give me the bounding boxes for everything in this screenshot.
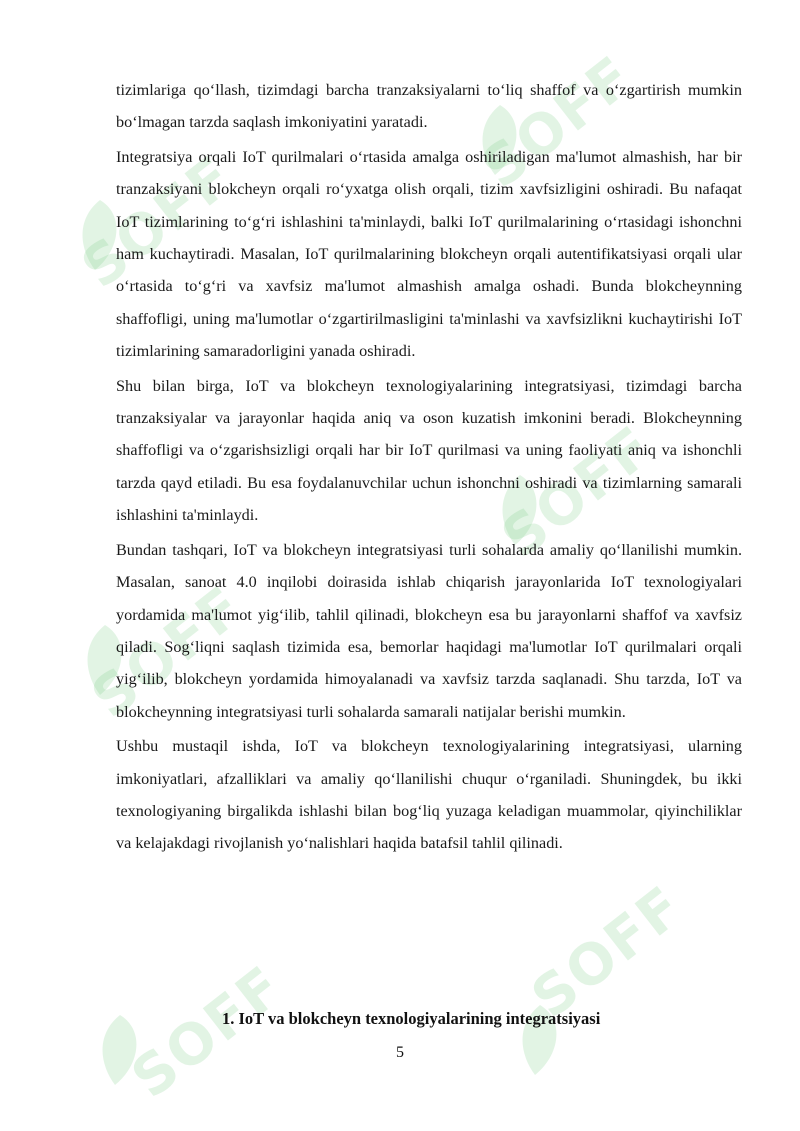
paragraph: Ushbu mustaqil ishda, IoT va blokcheyn texnologiyalarining integratsiyasi, ularning imkoniyatlari, afzalliklari va amaliy qo‘llanilishi chuqur o‘rganiladi. Shuningdek, bu ikki texnologiyaning birgalikda ishlashi bilan bog‘liq yuzaga keladigan muammolar, qiyinchiliklar va kelajakdagi rivojlanish yo‘nalishlari haqida batafsil tahlil qilinadi. [116, 737, 742, 853]
watermark: SOFF [120, 953, 296, 1112]
watermark: SOFF [70, 143, 246, 302]
watermark: SOFF [490, 413, 666, 572]
paragraph: Shu bilan birga, IoT va blokcheyn texnologiyalarining integratsiyasi, tizimdagi barcha tranzaksiyalar va jarayonlar haqida aniq va oson kuzatish imkonini beradi. Blokcheynning shaffofligi va o‘zgarishsizligi orqali har bir IoT qurilmasi va uning faoliyati aniq va ishonchli tarzda qayd etiladi. Bu esa foydalanuvchilar uchun ishonchni oshiradi va tizimlarning samarali ishlashini ta'minlaydi. [116, 376, 742, 525]
section-heading: 1. IoT va blokcheyn texnologiyalarining integratsiyasi [222, 1009, 601, 1028]
page-number: 5 [396, 1044, 404, 1061]
watermark: SOFF [470, 43, 646, 202]
watermark: SOFF [80, 573, 256, 732]
paragraph: Integratsiya orqali IoT qurilmalari o‘rtasida amalga oshiriladigan ma'lumot almashish, har bir tranzaksiyani blokcheyn orqali ro‘yxatga olish orqali, tizim xavfsizligini oshiradi. Bu nafaqat IoT tizimlarining to‘g‘ri ishlashini ta'minlaydi, balki IoT qurilmalarining o‘rtasidagi ishonchni ham kuchaytiradi. Masalan, IoT qurilmalarining blokcheyn orqali autentifikatsiyasi orqali ular o‘rtasida to‘g‘ri va xavfsiz ma'lumot almashish amalga oshadi. Bunda blokcheynning shaffofligi, uning ma'lumotlar o‘zgartirilmasligini ta'minlashi va xavfsizlikni kuchaytirishi IoT tizimlarining samaradorligini yanada oshiradi. [116, 147, 742, 361]
watermark: SOFF [520, 873, 696, 1032]
paragraph: tizimlariga qo‘llash, tizimdagi barcha tranzaksiyalarni to‘liq shaffof va o‘zgartirish mumkin bo‘lmagan tarzda saqlash imkoniyatini yaratadi. [116, 81, 742, 132]
document-body [116, 43, 742, 860]
paragraph: Bundan tashqari, IoT va blokcheyn integratsiyasi turli sohalarda amaliy qo‘llanilishi mumkin. Masalan, sanoat 4.0 inqilobi doirasida ishlab chiqarish jarayonlarida IoT texnologiyalari yordamida ma'lumot yig‘ilib, tahlil qilinadi, blokcheyn esa bu jarayonlarni shaffof va xavfsiz qiladi. Sog‘liqni saqlash tizimida esa, bemorlar haqidagi ma'lumotlar IoT qurilmalari orqali yig‘ilib, blokcheyn yordamida himoyalanadi va xavfsiz tarzda saqlanadi. Shu tarzda, IoT va blokcheynning integratsiyasi turli sohalarda samarali natijalar berishi mumkin. [116, 540, 742, 721]
